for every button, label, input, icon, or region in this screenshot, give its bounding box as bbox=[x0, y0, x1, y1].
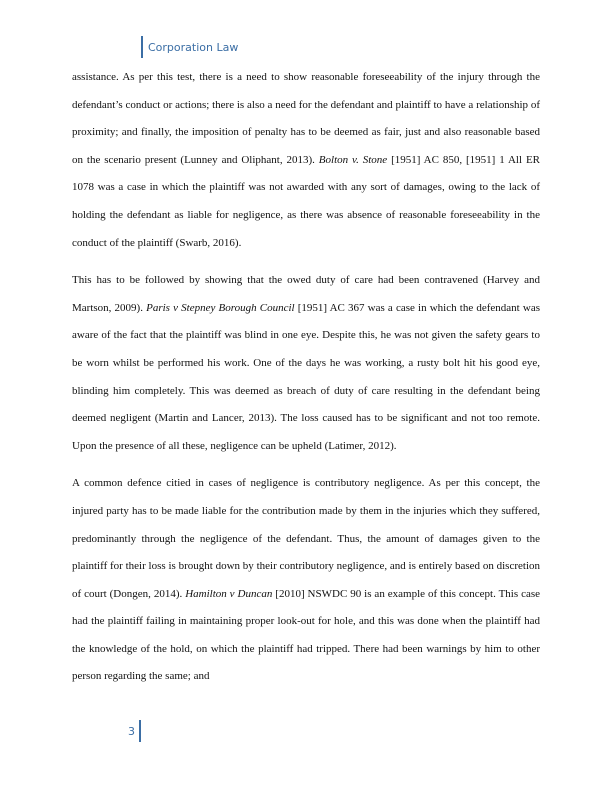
case-name: Bolton v. Stone bbox=[318, 153, 388, 166]
document-body bbox=[72, 64, 540, 691]
case-name: Hamilton v Duncan bbox=[185, 587, 273, 600]
paragraph-2 bbox=[72, 267, 540, 460]
paragraph-3 bbox=[72, 470, 540, 691]
page-header bbox=[141, 36, 238, 58]
footer-divider bbox=[139, 720, 141, 742]
page-footer bbox=[128, 720, 141, 742]
case-name: Paris v Stepney Borough Council bbox=[146, 301, 295, 314]
paragraph-text: [1951] AC 850, [1951] 1 All ER 1078 was a case in which the plaintiff was not awarded with any sort of damages, owing to the lack of holding the defendant as liable for negligence, as there was absence of reasonable foreseeability in the conduct of the plaintiff (Swarb, 2016). bbox=[72, 153, 540, 249]
paragraph-text: [2010] NSWDC 90 is an example of this concept. This case had the plaintiff failing in maintaining proper look-out for hole, and this was done when the plaintiff had the knowledge of the hold, on which the plaintiff had tripped. There had been warnings by him to other person regarding the same; and bbox=[72, 587, 541, 683]
page-number: 3 bbox=[128, 724, 135, 738]
paragraph-text: assistance. As per this test, there is a need to show reasonable foreseeability of the injury through the defendant’s conduct or actions; there is also a need for the defendant and plaintiff to have a relationship of proximity; and finally, the imposition of penalty has to be deemed as fair, just and also reasonable based on the scenario present (Lunney and Oliphant, 2013). bbox=[72, 71, 540, 166]
paragraph-text: [1951] AC 367 was a case in which the defendant was aware of the fact that the plaintiff was blind in one eye. Despite this, he was not given the safety gears to be worn whilst be performed his work. One of the days he was working, a rusty bolt hit his good eye, blinding him completely. This was deemed as breach of duty of care resulting in the defendant being deemed negligent (Martin and Lancer, 2013). The loss caused has to be significant and not too remote. Upon the presence of all these, negligence can be upheld (Latimer, 2012). bbox=[72, 301, 540, 452]
header-title: Corporation Law bbox=[148, 40, 239, 54]
paragraph-text: A common defence citied in cases of negligence is contributory negligence. As per this concept, the injured party has to be made liable for the contribution made by them in the injuries which they suffered, predominantly through the negligence of the defendant. Thus, the amount of damages given to the plaintiff for their loss is brought down by their contributory negligence, and is entirely based on discretion of court (Dongen, 2014). bbox=[72, 477, 540, 600]
paragraph-1 bbox=[72, 64, 540, 257]
paragraph-text: This has to be followed by showing that the owed duty of care had been contravened (Harvey and Martson, 2009). bbox=[72, 274, 540, 314]
